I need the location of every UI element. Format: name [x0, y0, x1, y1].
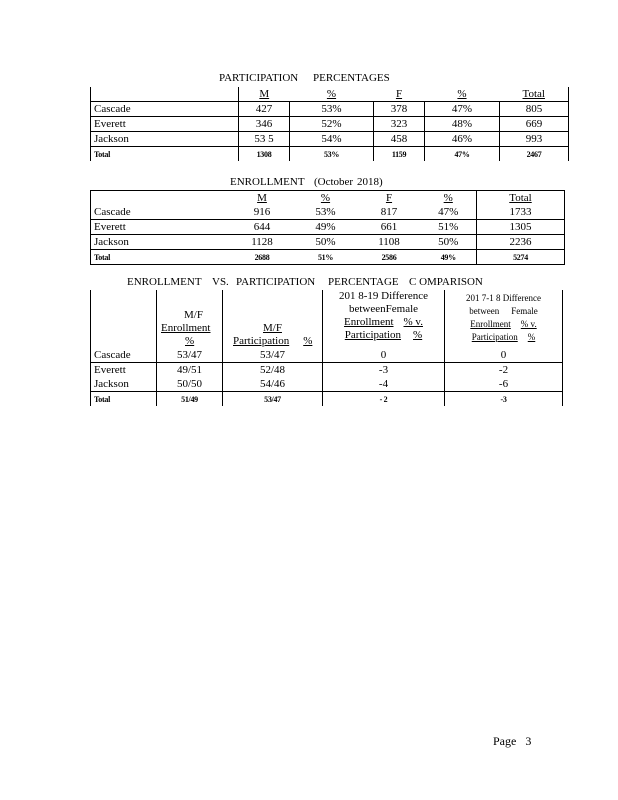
- participation-ratio: 54/46: [223, 377, 323, 392]
- table-row: [91, 363, 563, 378]
- school-name: Jackson: [91, 377, 157, 392]
- total-label: Total: [91, 147, 239, 162]
- page-label: Page: [493, 734, 517, 748]
- school-name: Cascade: [91, 348, 157, 363]
- f-count: 1159: [374, 147, 425, 162]
- m-count: 2688: [231, 250, 294, 265]
- enrollment-ratio: 53/47: [157, 348, 223, 363]
- page-number: [493, 734, 531, 749]
- f-count: 2586: [358, 250, 421, 265]
- total-row: [91, 392, 563, 407]
- header-f: F: [395, 87, 403, 100]
- f-count: 661: [358, 220, 421, 235]
- school-name: Everett: [91, 220, 231, 235]
- enrollment-ratio: 49/51: [157, 363, 223, 378]
- total-label: Total: [91, 392, 157, 407]
- school-name: Jackson: [91, 235, 231, 250]
- f-pct: 50%: [421, 235, 477, 250]
- f-count: 1108: [358, 235, 421, 250]
- col3-line2: betweenFemale: [348, 303, 419, 315]
- f-pct: 49%: [421, 250, 477, 265]
- m-count: 644: [231, 220, 294, 235]
- m-pct: 53%: [290, 147, 374, 162]
- school-name: Everett: [91, 363, 157, 378]
- diff-2018-19: -3: [323, 363, 445, 378]
- col2-line2: Participation: [233, 335, 290, 347]
- comparison-title-a: ENROLLMENT: [127, 276, 202, 288]
- table-header-row: [91, 290, 563, 348]
- header-f-pct: %: [443, 191, 453, 204]
- participation-ratio: 52/48: [223, 363, 323, 378]
- diff-2018-19: 0: [323, 348, 445, 363]
- f-count: 323: [374, 117, 425, 132]
- school-name: Cascade: [91, 102, 239, 117]
- col2-pct: %: [303, 335, 313, 347]
- comparison-title-e: C OMPARISON: [409, 276, 483, 288]
- participation-ratio: 53/47: [223, 392, 323, 407]
- col3-line4b: %: [413, 329, 423, 341]
- header-m: M: [259, 87, 270, 100]
- table-header-row: [91, 191, 565, 206]
- col1-line3: %: [185, 335, 195, 347]
- m-pct: 50%: [294, 235, 358, 250]
- f-pct: 51%: [421, 220, 477, 235]
- f-count: 817: [358, 205, 421, 220]
- total-label: Total: [91, 250, 231, 265]
- table-row: [91, 102, 569, 117]
- school-name: Jackson: [91, 132, 239, 147]
- diff-2017-18: 0: [445, 348, 563, 363]
- school-name: Cascade: [91, 205, 231, 220]
- m-count: 53 5: [239, 132, 290, 147]
- table-header-row: [91, 87, 569, 102]
- header-total: Total: [509, 191, 532, 204]
- total: 669: [500, 117, 569, 132]
- m-count: 916: [231, 205, 294, 220]
- table-row: [91, 377, 563, 392]
- m-count: 1128: [231, 235, 294, 250]
- total: 805: [500, 102, 569, 117]
- f-pct: 48%: [425, 117, 500, 132]
- total-row: [91, 147, 569, 162]
- page-number-value: 3: [525, 734, 532, 748]
- total: 1305: [477, 220, 565, 235]
- school-name: Everett: [91, 117, 239, 132]
- total: 2467: [500, 147, 569, 162]
- header-f-pct: %: [457, 87, 467, 100]
- enrollment-title-a: ENROLLMENT: [230, 176, 305, 188]
- table-row: [91, 205, 565, 220]
- col3-line1: 201 8-19 Difference: [339, 290, 428, 302]
- enrollment-title-b: (October: [314, 176, 354, 188]
- col4-line2b: Female: [511, 306, 538, 316]
- m-pct: 53%: [294, 205, 358, 220]
- diff-2017-18: -6: [445, 377, 563, 392]
- participation-title-b: PERCENTAGES: [313, 72, 390, 84]
- m-count: 346: [239, 117, 290, 132]
- table-row: [91, 117, 569, 132]
- enrollment-ratio: 51/49: [157, 392, 223, 407]
- enrollment-title-c: 2018): [357, 176, 383, 188]
- table-row: [91, 235, 565, 250]
- col4-line3a: Enrollment: [470, 319, 511, 329]
- participation-title-a: PARTICIPATION: [219, 72, 299, 84]
- table-row: [91, 220, 565, 235]
- col4-line1: 201 7-1 8 Difference: [465, 293, 542, 303]
- col4-line4b: %: [527, 332, 536, 342]
- header-f: F: [385, 191, 393, 204]
- m-pct: 49%: [294, 220, 358, 235]
- participation-ratio: 53/47: [223, 348, 323, 363]
- total: 993: [500, 132, 569, 147]
- diff-2018-19: - 2: [323, 392, 445, 407]
- col3-line3b: % v.: [403, 316, 423, 328]
- f-pct: 47%: [425, 102, 500, 117]
- diff-2018-19: -4: [323, 377, 445, 392]
- f-count: 458: [374, 132, 425, 147]
- col4-line3b: % v.: [520, 319, 537, 329]
- comparison-title-b: VS.: [212, 276, 229, 288]
- diff-2017-18: -3: [445, 392, 563, 407]
- f-pct: 47%: [421, 205, 477, 220]
- m-count: 1308: [239, 147, 290, 162]
- f-pct: 46%: [425, 132, 500, 147]
- comparison-title-c: PARTICIPATION: [236, 276, 316, 288]
- col3-line4a: Participation: [344, 329, 402, 341]
- m-count: 427: [239, 102, 290, 117]
- header-m-pct: %: [326, 87, 337, 100]
- f-count: 378: [374, 102, 425, 117]
- enrollment-ratio: 50/50: [157, 377, 223, 392]
- m-pct: 52%: [290, 117, 374, 132]
- col4-line4a: Participation: [471, 332, 518, 342]
- m-pct: 54%: [290, 132, 374, 147]
- col1-line1: M/F: [184, 309, 203, 321]
- table-row: [91, 348, 563, 363]
- diff-2017-18: -2: [445, 363, 563, 378]
- comparison-title-d: PERCENTAGE: [328, 276, 399, 288]
- col2-line1: M/F: [263, 322, 282, 334]
- total: 5274: [477, 250, 565, 265]
- header-m: M: [257, 191, 267, 204]
- total-row: [91, 250, 565, 265]
- total: 1733: [477, 205, 565, 220]
- col4-line2a: between: [469, 306, 500, 316]
- m-pct: 53%: [290, 102, 374, 117]
- participation-table: [90, 87, 569, 161]
- header-m-pct: %: [320, 191, 331, 204]
- f-pct: 47%: [425, 147, 500, 162]
- total: 2236: [477, 235, 565, 250]
- comparison-table: [90, 290, 563, 406]
- col1-line2: Enrollment: [161, 322, 211, 334]
- table-row: [91, 132, 569, 147]
- col3-line3a: Enrollment: [344, 316, 394, 328]
- m-pct: 51%: [294, 250, 358, 265]
- header-total: Total: [522, 87, 545, 100]
- enrollment-table: [90, 190, 565, 265]
